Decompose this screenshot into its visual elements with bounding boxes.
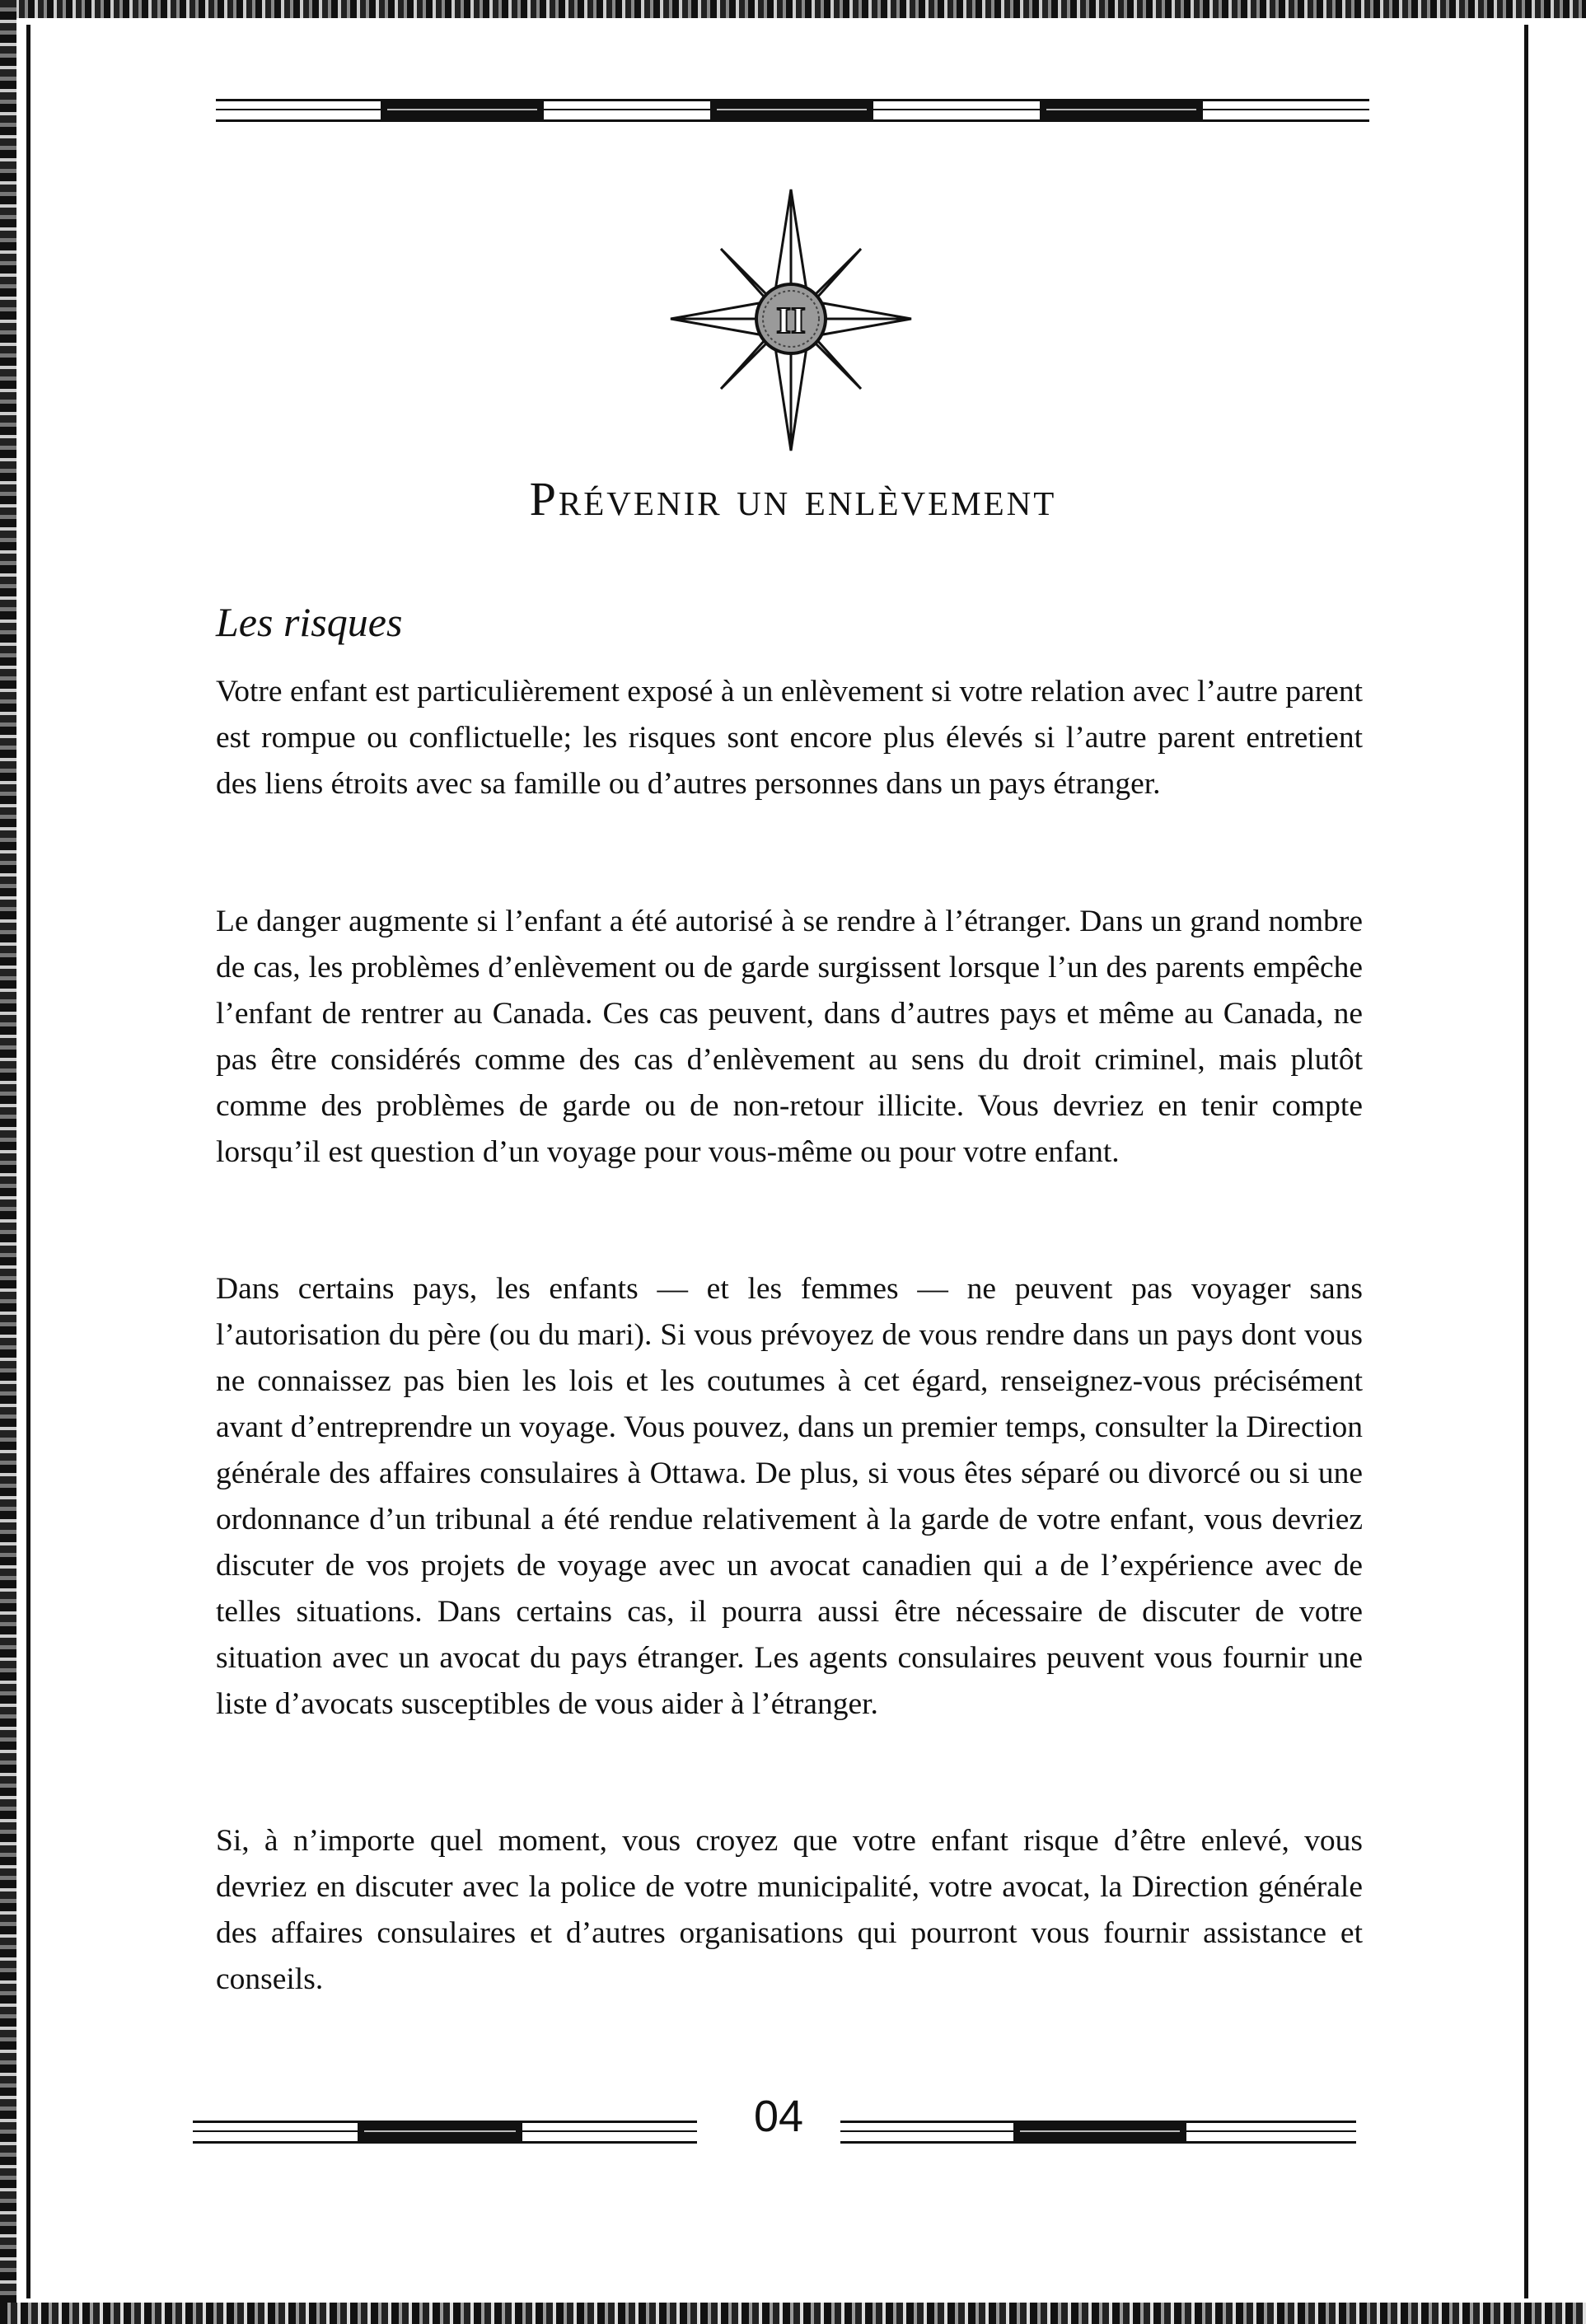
scan-edge-bottom [0,2303,1586,2324]
page-frame-right [1524,25,1528,2298]
emblem-letter: II [776,299,806,341]
page-title: Prévenir un enlèvement [529,472,1057,526]
bottom-ornamental-rule-right-icon [840,2121,1356,2144]
scan-edge-left [0,0,16,2324]
section-heading: Les risques [216,599,403,645]
paragraph: Le danger augmente si l’enfant a été autorisé à se rendre à l’étranger. Dans un grand nombre de cas, les problèmes d’enlèvement ou de garde surgissent lorsque l’un des parents empêche l’enfant de rentrer au Canada. Ces cas peuvent, dans d’autres pays et même au Canada, ne pas être considérés comme des cas d’enlèvement au sens du droit criminel, mais plutôt comme des problèmes de garde ou de non-retour illicite. Vous devriez en tenir compte lorsqu’il est question d’un voyage pour vous-même ou pour votre enfant. [216,905,1363,1169]
scan-edge-top [0,0,1586,18]
page-number: 04 [753,2092,804,2141]
bottom-ornamental-rule-left-icon [193,2121,697,2144]
page-frame-left [26,25,30,2298]
paragraph: Si, à n’importe quel moment, vous croyez que votre enfant risque d’être enlevé, vous devriez en discuter avec la police de votre municipalité, votre avocat, la Direction générale des affaires consulaires et d’autres organisations qui pourront vous fournir assistance et conseils. [216,1824,1363,1996]
paragraph: Votre enfant est particulièrement exposé à un enlèvement si votre relation avec l’autre parent est rompue ou conflictuelle; les risques sont encore plus élevés si l’autre parent entretient des liens étroits avec sa famille ou d’autres personnes dans un pays étranger. [216,675,1363,801]
paragraph: Dans certains pays, les enfants — et les femmes — ne peuvent pas voyager sans l’autorisation du père (ou du mari). Si vous prévoyez de vous rendre dans un pays dont vous ne connaissez pas bien les lois et les coutumes à cet égard, renseignez-vous précisément avant d’entreprendre un voyage. Vous pouvez, dans un premier temps, consulter la Direction générale des affaires consulaires à Ottawa. De plus, si vous êtes séparé ou divorcé ou si une ordonnance d’un tribunal a été rendue relativement à la garde de votre enfant, vous devriez discuter de vos projets de voyage avec un avocat canadien qui a de l’expérience avec de telles situations. Dans certains cas, il pourra aussi être nécessaire de discuter de votre situation avec un avocat du pays étranger. Les agents consulaires peuvent vous fournir une liste d’avocats susceptibles de vous aider à l’étranger. [216,1272,1363,1721]
top-ornamental-rule-icon [216,99,1369,122]
compass-rose-icon [667,183,915,455]
